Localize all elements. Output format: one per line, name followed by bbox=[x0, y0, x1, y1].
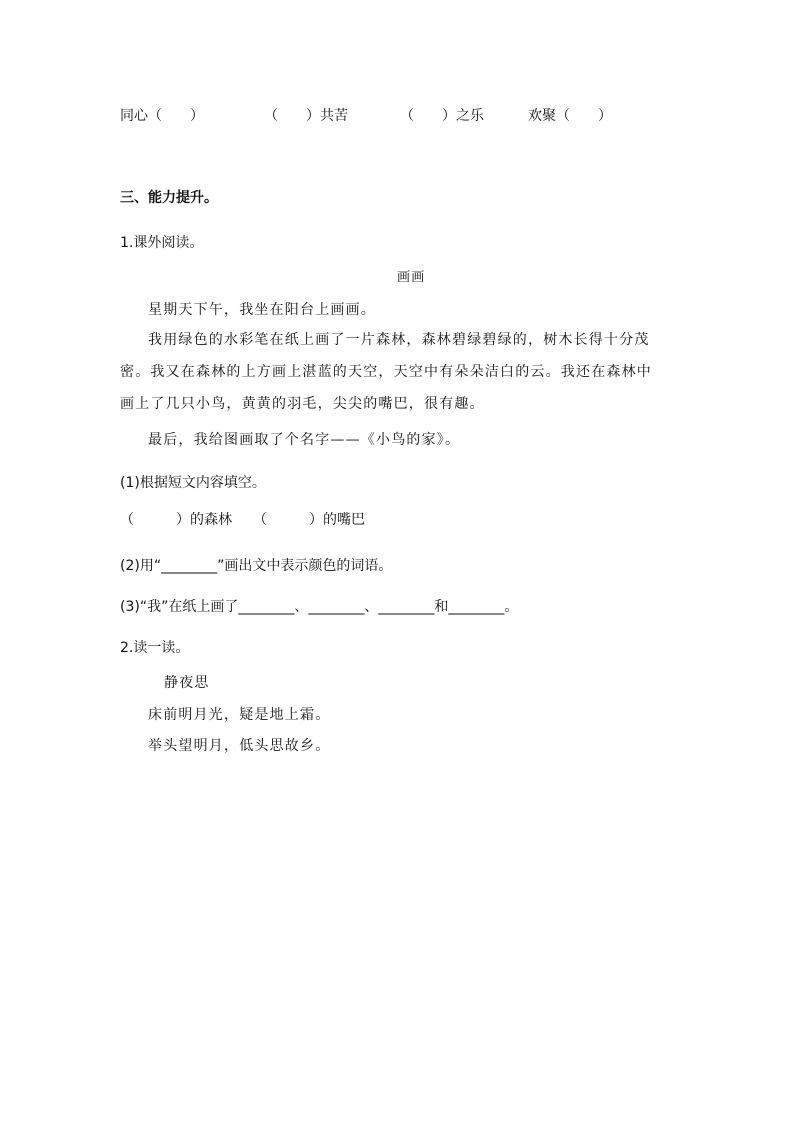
poem-line-1: 床前明月光，疑是地上霜。 bbox=[148, 707, 331, 723]
section-heading: 三、能力提升。 bbox=[120, 190, 218, 206]
sub-question-1-blanks: （ ）的森林 （ ）的嘴巴 bbox=[120, 512, 365, 528]
idiom-blank-3: （ ）之乐 bbox=[400, 108, 484, 124]
passage-line-4: 画上了几只小鸟，黄黄的羽毛，尖尖的嘴巴，很有趣。 bbox=[120, 396, 485, 412]
poem-title: 静夜思 bbox=[164, 675, 210, 691]
question-1-label: 1.课外阅读。 bbox=[120, 235, 204, 251]
passage-line-3: 密。我又在森林的上方画上湛蓝的天空，天空中有朵朵洁白的云。我还在森林中 bbox=[120, 364, 652, 380]
idiom-blank-2: （ ）共苦 bbox=[264, 108, 348, 124]
poem-line-2: 举头望明月，低头思故乡。 bbox=[148, 738, 331, 754]
passage-line-5: 最后，我给图画取了个名字——《小鸟的家》。 bbox=[148, 432, 461, 448]
sub-question-2-prompt: (2)用“________”画出文中表示颜色的词语。 bbox=[120, 558, 393, 574]
passage-line-1: 星期天下午，我坐在阳台上画画。 bbox=[148, 302, 376, 318]
passage-title: 画画 bbox=[397, 270, 426, 285]
sub-question-3-prompt: (3)“我”在纸上画了________、________、________和________。 bbox=[120, 599, 519, 615]
passage-line-2: 我用绿色的水彩笔在纸上画了一片森林，森林碧绿碧绿的，树木长得十分茂 bbox=[148, 332, 650, 348]
idiom-blank-4: 欢聚（ ） bbox=[528, 108, 612, 124]
question-2-label: 2.读一读。 bbox=[120, 640, 190, 656]
idiom-blank-1: 同心（ ） bbox=[120, 108, 204, 124]
sub-question-1-prompt: (1)根据短文内容填空。 bbox=[120, 475, 266, 491]
